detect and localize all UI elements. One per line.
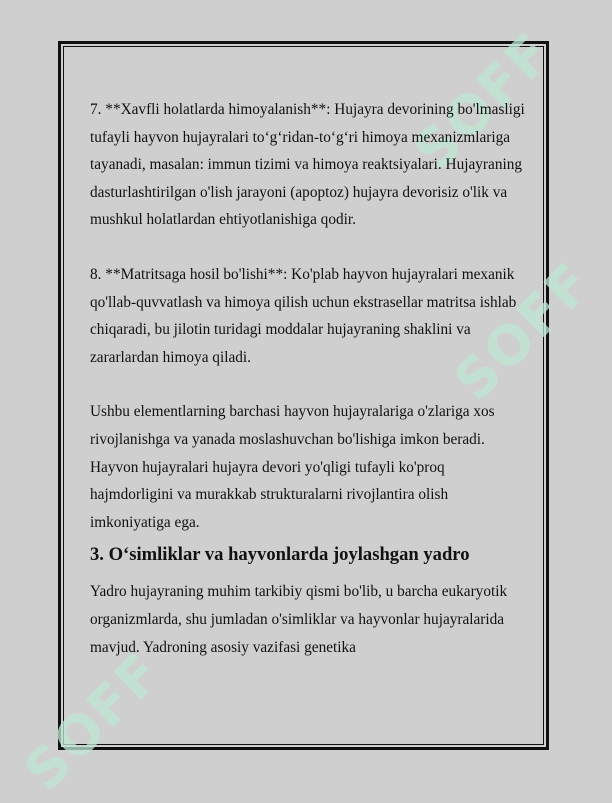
watermark-right: SOFF (442, 250, 605, 413)
paragraph-item-7: 7. **Xavfli holatlarda himoyalanish**: Hujayra devorining bo'lmasligi tufayli hayvon hujayralari to‘g‘ridan-to‘g‘ri himoya mexanizmlariga tayanadi, masalan: immun tizimi va himoya reaktsiyalari. Hujayraning dasturlashtirilgan o'lish jarayoni (apoptoz) hujayra devorisiz o'lik va mushkul holatlardan ehtiyotlanishiga qodir. (90, 101, 525, 229)
paragraph-section-3: Yadro hujayraning muhim tarkibiy qismi bo'lib, u barcha eukaryotik organizmlarda, shu jumladan o'simliklar va hayvonlar hujayralarida mavjud. Yadroning asosiy vazifasi genetika (90, 583, 508, 656)
watermark-top-right: SOFF (402, 20, 565, 183)
paragraph-item-8: 8. **Matritsaga hosil bo'lishi**: Ko'plab hayvon hujayralari mexanik qo'llab-quvvatlash va himoya qilish uchun ekstrasellar matritsa ishlab chiqaradi, bu jilotin turidagi moddalar hujayraning shaklini va zararlardan himoya qiladi. (90, 265, 517, 366)
watermark-bottom-left: SOFF (12, 640, 175, 803)
paragraph-summary: Ushbu elementlarning barchasi hayvon hujayralariga o'zlariga xos rivojlanishga va yanada moslashuvchan bo'lishiga imkon beradi. Hayvon hujayralari hujayra devori yo'qligi tufayli ko'proq hajmdorligini va murakkab strukturalarni rivojlantira olish imkoniyatiga ega. (90, 403, 495, 531)
page-content (90, 96, 530, 661)
section-heading: 3. O‘simliklar va hayvonlarda joylashgan yadro (90, 544, 470, 566)
